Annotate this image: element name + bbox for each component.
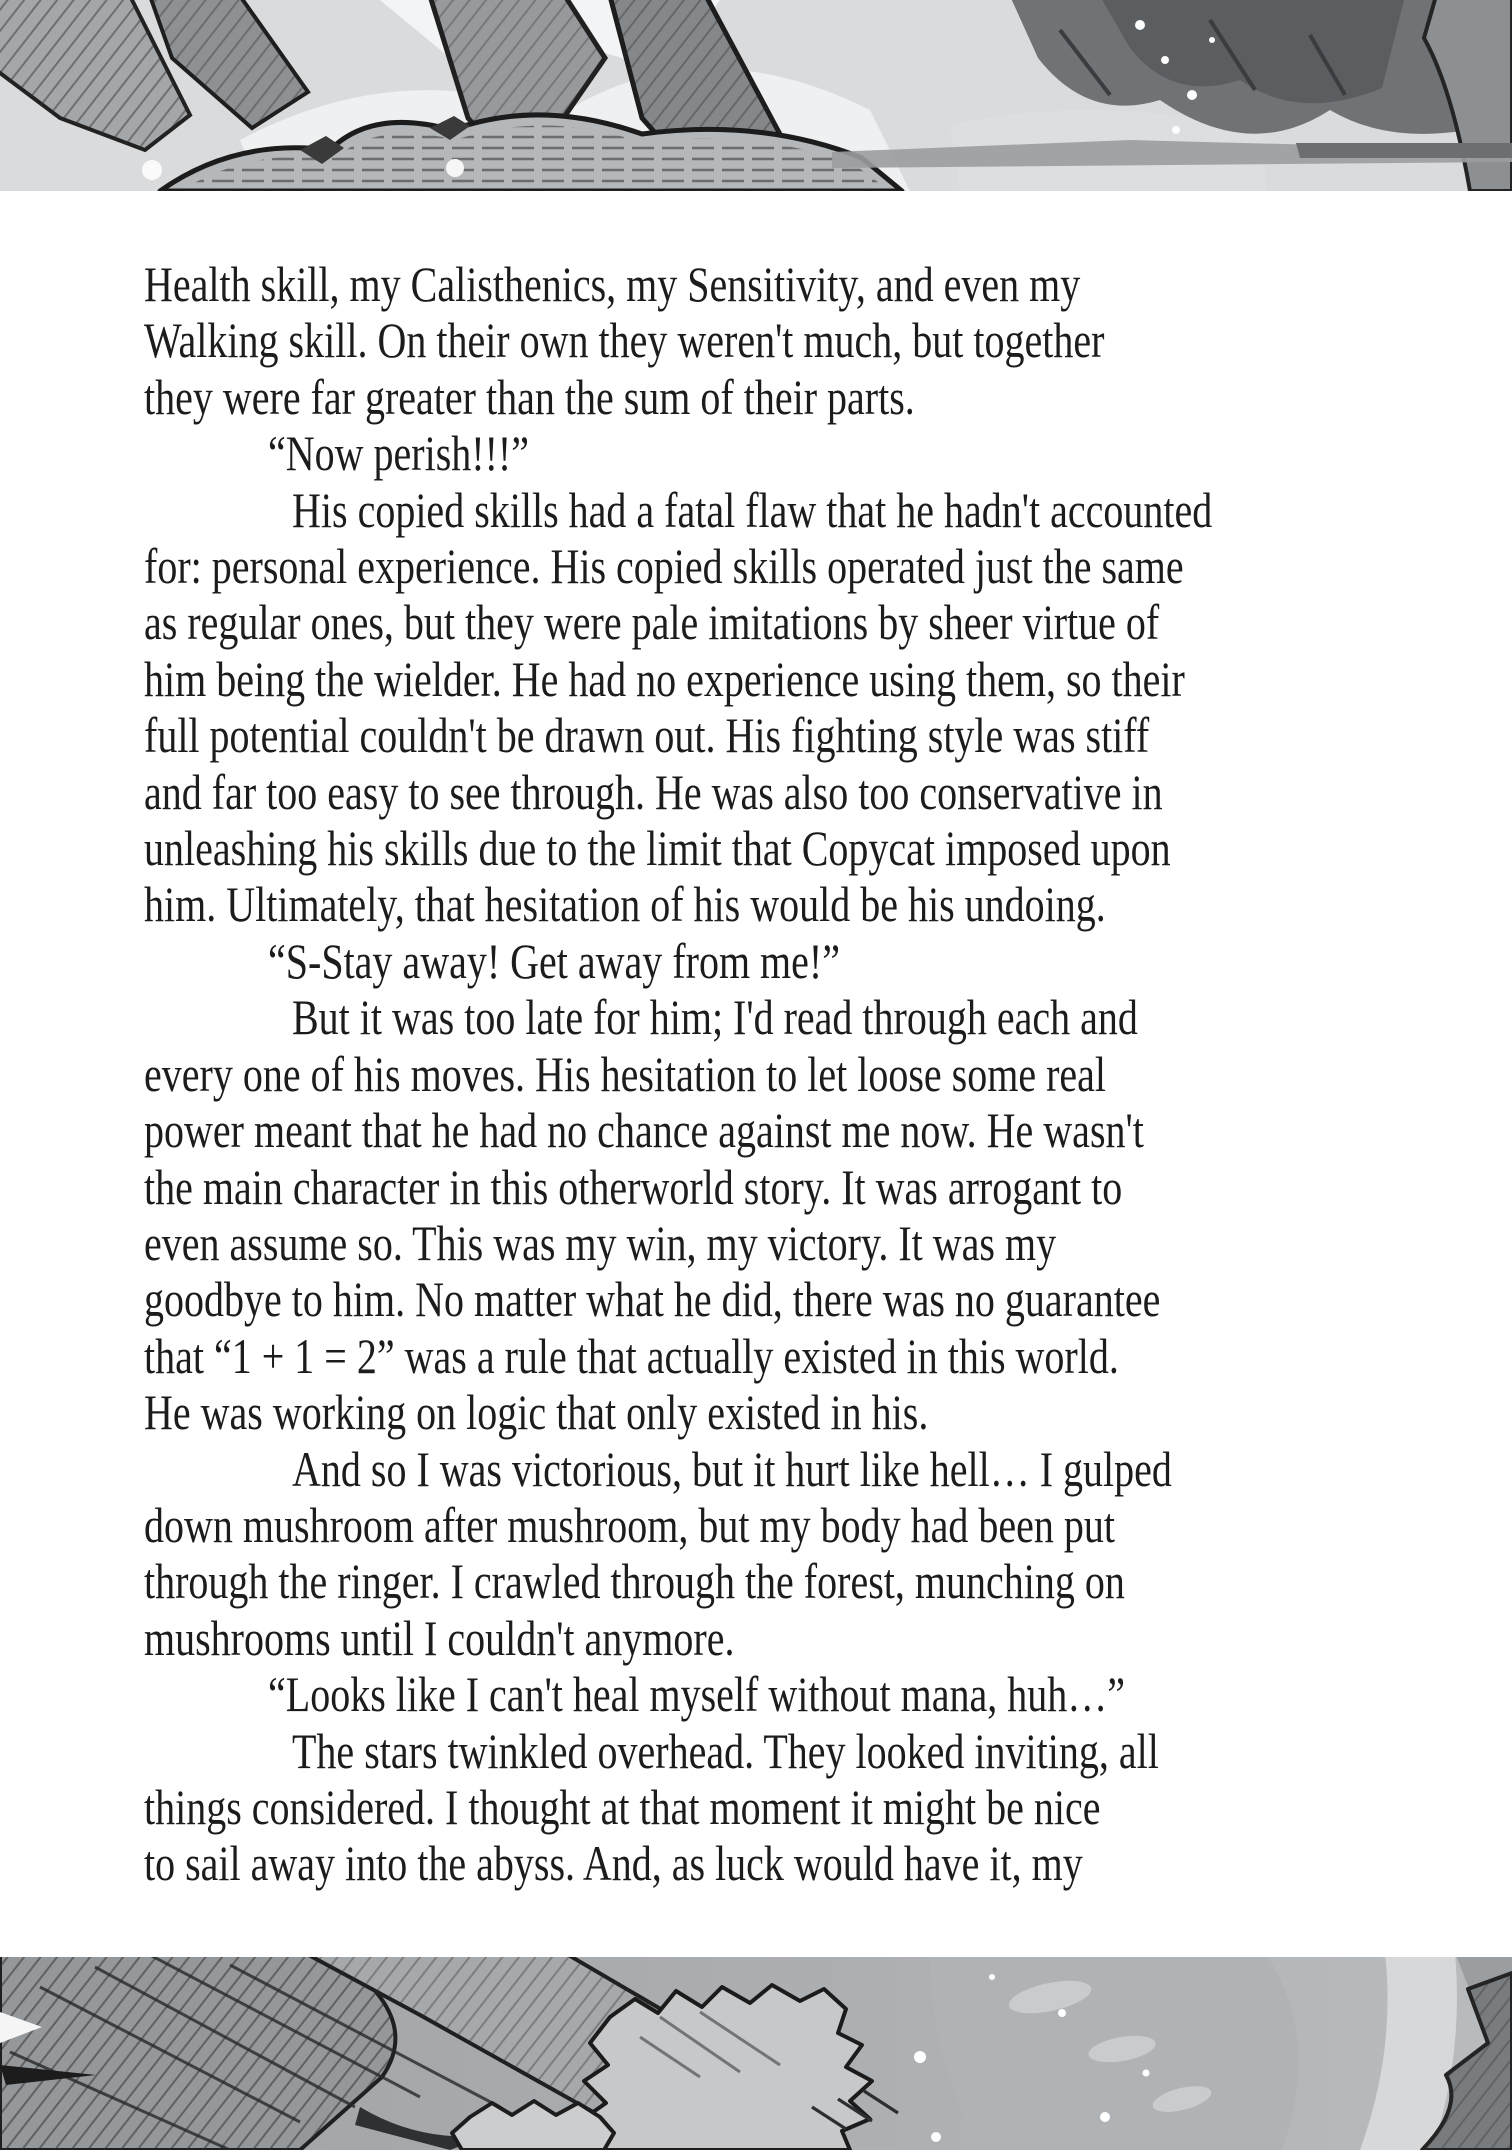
- text-line: things considered. I thought at that moment it might be nice: [144, 1778, 1101, 1835]
- text-line: for: personal experience. His copied skills operated just the same: [144, 538, 1184, 595]
- text-line: him. Ultimately, that hesitation of his would be his undoing.: [144, 876, 1106, 933]
- text-line: Health skill, my Calisthenics, my Sensitivity, and even my: [144, 256, 1081, 312]
- text-line: mushrooms until I couldn't anymore.: [144, 1609, 735, 1666]
- text-line: And so I was victorious, but it hurt like hell… I gulped: [292, 1440, 1172, 1497]
- text-line: even assume so. This was my win, my victory. It was my: [144, 1214, 1057, 1271]
- text-line: But it was too late for him; I'd read through each and: [292, 989, 1138, 1046]
- text-line: goodbye to him. No matter what he did, there was no guarantee: [144, 1271, 1161, 1328]
- text-line: He was working on logic that only existed in his.: [144, 1384, 929, 1441]
- page-text: [144, 256, 1484, 1892]
- text-line: through the ringer. I crawled through the forest, munching on: [144, 1553, 1125, 1610]
- text-line: “Now perish!!!”: [268, 425, 529, 482]
- text-line: to sail away into the abyss. And, as luck would have it, my: [144, 1835, 1083, 1892]
- text-line: that “1 + 1 = 2” was a rule that actually existed in this world.: [144, 1327, 1119, 1384]
- rocky-slope-illustration: [0, 1957, 1512, 2150]
- text-line: full potential couldn't be drawn out. His fighting style was stiff: [144, 707, 1150, 764]
- text-line: unleashing his skills due to the limit that Copycat imposed upon: [144, 820, 1171, 877]
- text-line: him being the wielder. He had no experience using them, so their: [144, 650, 1185, 707]
- text-line: power meant that he had no chance against me now. He wasn't: [144, 1102, 1144, 1159]
- text-line: they were far greater than the sum of their parts.: [144, 368, 915, 425]
- text-line: as regular ones, but they were pale imitations by sheer virtue of: [144, 594, 1160, 651]
- forest-canopy-illustration: [0, 0, 1512, 191]
- text-line: The stars twinkled overhead. They looked inviting, all: [292, 1722, 1159, 1779]
- text-line: Walking skill. On their own they weren't much, but together: [144, 312, 1105, 369]
- text-line: the main character in this otherworld story. It was arrogant to: [144, 1158, 1123, 1215]
- text-line: down mushroom after mushroom, but my body had been put: [144, 1496, 1115, 1553]
- text-line: His copied skills had a fatal flaw that he hadn't accounted: [292, 481, 1213, 538]
- text-line: every one of his moves. His hesitation to let loose some real: [144, 1045, 1107, 1102]
- text-line: “S-Stay away! Get away from me!”: [268, 932, 840, 989]
- text-line: “Looks like I can't heal myself without mana, huh…”: [268, 1666, 1125, 1723]
- text-line: and far too easy to see through. He was also too conservative in: [144, 763, 1163, 820]
